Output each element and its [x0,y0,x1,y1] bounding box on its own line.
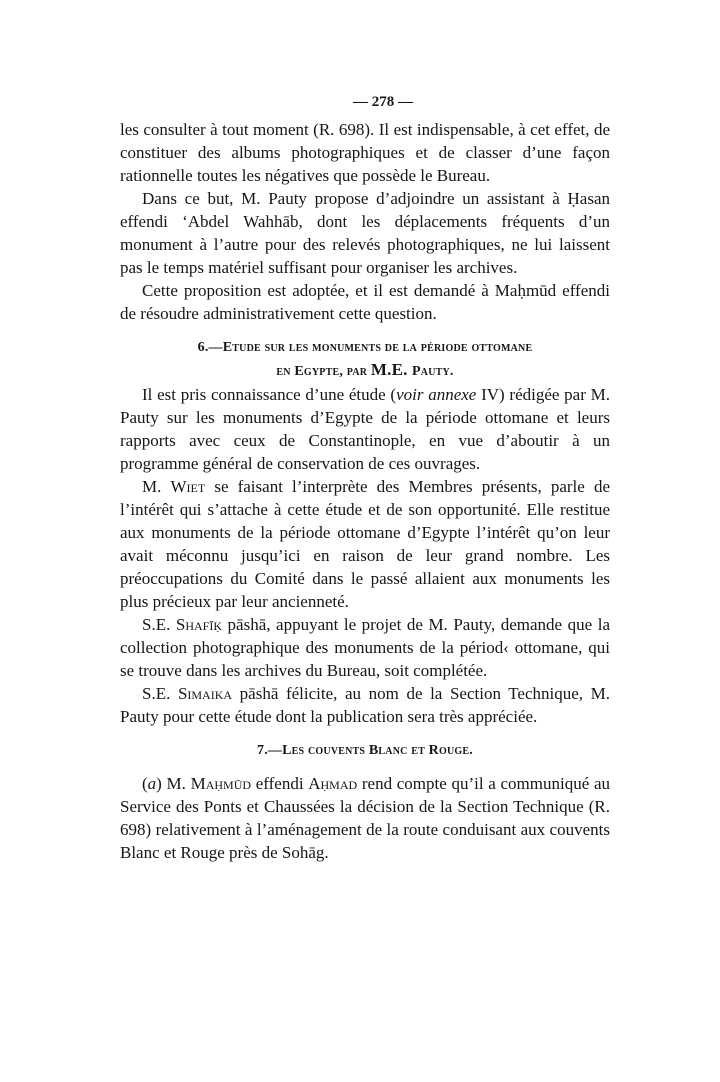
section-6-heading-country: en Egypte, par [276,364,371,379]
annex-reference: voir annexe [396,385,477,404]
paragraph-wiet-remarks: M. Wiet se faisant l’interprète des Membres présents, parle de l’intérêt qui s’attache à cette étude et de son opportunité. Elle restitue aux monuments de la période ottomane d’Egypte l’intérêt qu’on leur avait méconnu jusqu’ici en raison de leur grand nombre. Les préoccupations du Comité dans le passé allaient aux monuments les plus précieux par leur ancienneté. [120,477,610,611]
section-7-heading: 7.—Les couvents Blanc et Rouge. [257,743,473,758]
paragraph-proposal-adopted: Cette proposition est adoptée, et il est demandé à Maḥmūd effendi de résoudre administrativement cette question. [120,281,610,323]
section-6-heading-author: Pauty. [412,364,454,379]
name-simaika: Simaika [177,684,233,703]
paragraph-ottoman-study: Il est pris connaissance d’une étude (voir annexe IV) rédigée par M. Pauty sur les monuments d’Egypte de la période ottomane et leurs rapports avec ceux de Constantinople, en vue d’aboutir à un programme général de conservation de ces ouvrages. [120,385,610,473]
section-6-heading-initials: M.E. [370,360,413,379]
section-6-heading-line1: 6.—Etude sur les monuments de la période ottomane [197,340,533,355]
paragraph-assistant-proposal: Dans ce but, M. Pauty propose d’adjoindre un assistant à Ḥasan effendi ‘Abdel Wahhāb, dont les déplacements fréquents d’un monument à l’autre pour des relevés photographiques, ne lui laissent pas le temps matériel suffisant pour organiser les archives. [120,189,610,277]
name-wiet: Wiet [170,477,206,496]
page-number: — 278 — [353,94,413,110]
paragraph-simaika-remarks: S.E. Simaika pāshā félicite, au nom de la Section Technique, M. Pauty pour cette étude dont la publication sera très appréciée. [120,684,610,726]
name-mahmud: Maḥmūd [190,774,252,793]
paragraph-archives: les consulter à tout moment (R. 698). Il est indispensable, à cet effet, de constituer des albums photographiques et de classer d’une façon rationnelle toutes les négatives que possède le Bureau. [120,120,610,185]
spacer [120,762,610,772]
document-page [120,86,610,864]
section-6-heading [120,337,610,383]
name-ahmad: Aḥmad [308,774,358,793]
paragraph-shafik-remarks: S.E. Shafīḳ pāshā, appuyant le projet de M. Pauty, demande que la collection photographique des monuments de la périod‹ ottomane, qui se trouve dans les archives du Bureau, soit complétée. [120,615,610,680]
name-shafik: Shafīḳ [175,615,222,634]
section-6-heading-line2 [120,359,610,383]
paragraph-convents-road: (a) M. Maḥmūd effendi Aḥmad rend compte qu’il a communiqué au Service des Ponts et Chaussées la décision de la Section Technique (R. 698) relativement à l’aménagement de la route conduisant aux couvents Blanc et Rouge près de Sohāg. [120,774,610,862]
